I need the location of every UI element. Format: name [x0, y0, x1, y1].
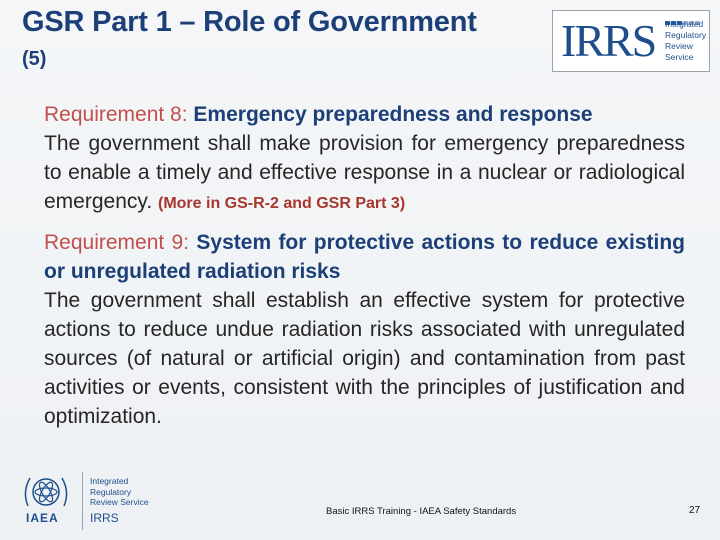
- iaea-label: IAEA: [26, 511, 59, 525]
- req9-label: Requirement 9:: [44, 231, 197, 254]
- footer-irrs-words: Integrated Regulatory Review Service: [90, 476, 149, 507]
- page-number: 27: [689, 505, 701, 516]
- logo-irrs-text: IRRS: [561, 15, 656, 66]
- slide-content: [44, 100, 685, 431]
- irrs-logo: [552, 10, 710, 72]
- slide-title: GSR Part 1 – Role of Government: [22, 6, 477, 38]
- req8-reference: (More in GS-R-2 and GSR Part 3): [158, 195, 406, 212]
- req8-body: The government shall make provision for emergency preparedness to enable a timely and effective response in a nuclear or radiological emergency.: [44, 132, 685, 213]
- req8-title: Emergency preparedness and response: [193, 103, 593, 126]
- slide-subtitle: (5): [22, 48, 47, 70]
- req8-label: Requirement 8:: [44, 103, 194, 126]
- requirement-9: [44, 228, 685, 431]
- req9-title: System for protective actions to reduce existing or unregulated radiation risks: [44, 231, 685, 283]
- requirement-8: [44, 100, 685, 218]
- footer-course-title: Basic IRRS Training - IAEA Safety Standards: [326, 506, 517, 517]
- iaea-emblem-icon: [16, 470, 76, 514]
- footer-irrs-label: IRRS: [90, 511, 119, 525]
- logo-words: Integrated Regulatory Review Service: [665, 19, 707, 62]
- req9-body: The government shall establish an effective system for protective actions to reduce undue radiation risks associated with unregulated sources (of natural or artificial origin) and contamination from past activities or events, consistent with the principles of justification and optimization.: [44, 289, 685, 428]
